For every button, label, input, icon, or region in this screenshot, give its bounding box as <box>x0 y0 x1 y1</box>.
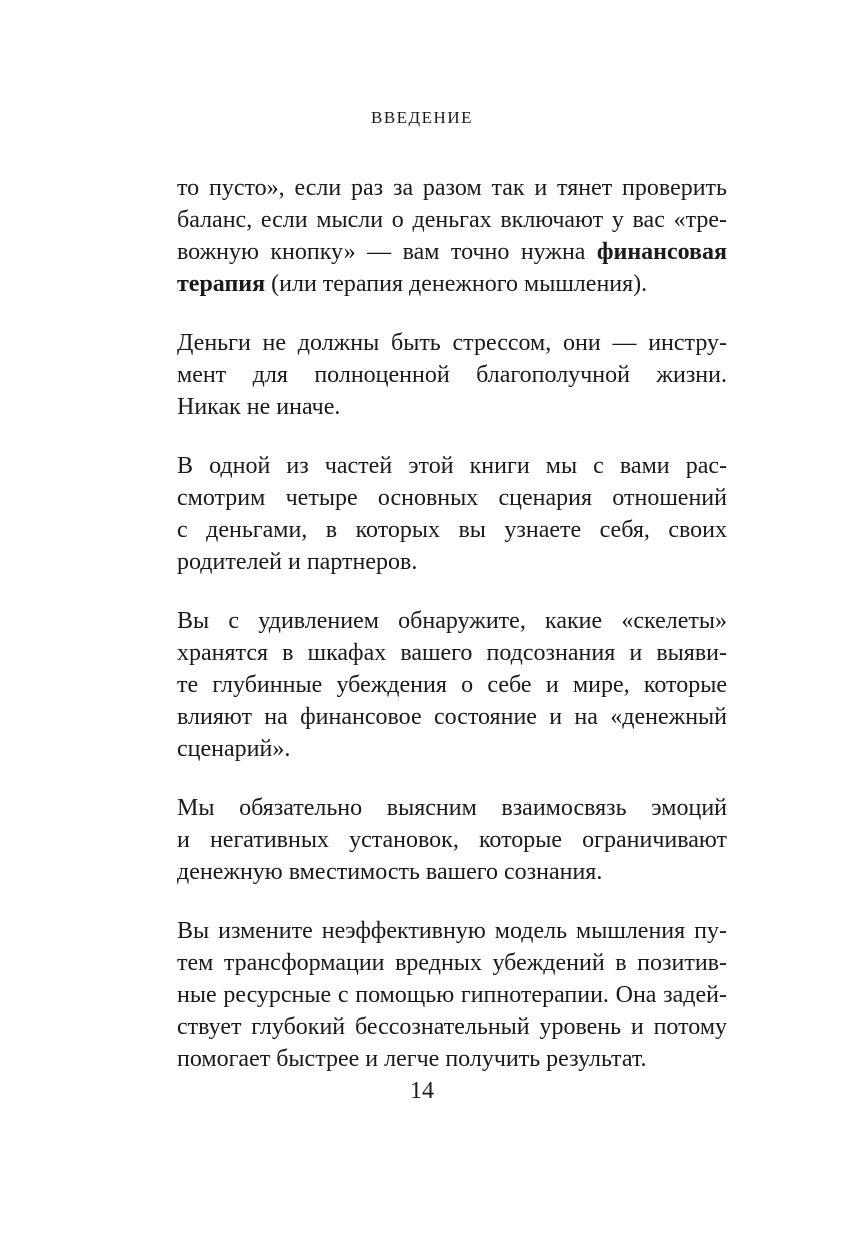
text-line: В одной из частей этой книги мы с вами рас- <box>177 453 727 479</box>
text-line: тем трансформации вредных убеждений в позитив- <box>177 950 727 976</box>
text-line: влияют на финансовое состояние и на «денежный <box>177 704 727 730</box>
page-number: 14 <box>410 1078 434 1104</box>
text-line: родителей и партнеров. <box>177 549 418 575</box>
text-line: помогает быстрее и легче получить результат. <box>177 1046 647 1072</box>
text-line: вожную кнопку» — вам точно нужна финансовая <box>177 239 727 265</box>
bold-term: финансовая <box>596 239 727 265</box>
paragraph <box>177 327 727 423</box>
text-line: терапия (или терапия денежного мышления). <box>177 271 648 297</box>
paragraph <box>177 915 727 1075</box>
text-line: баланс, если мысли о деньгах включают у вас «тре- <box>177 207 727 233</box>
text-line: ствует глубокий бессознательный уровень и потому <box>177 1014 727 1040</box>
text-line: хранятся в шкафах вашего подсознания и выяви- <box>177 640 727 666</box>
text-line: те глубинные убеждения о себе и мире, которые <box>177 672 727 698</box>
paragraph <box>177 792 727 888</box>
paragraph <box>177 450 727 578</box>
running-head: ВВЕДЕНИЕ <box>371 108 473 127</box>
text-line: и негативных установок, которые ограничивают <box>177 827 727 853</box>
text-line: смотрим четыре основных сценария отношений <box>177 485 727 511</box>
text-line: денежную вместимость вашего сознания. <box>177 859 603 885</box>
text-line: Никак не иначе. <box>177 394 341 420</box>
text-line: то пусто», если раз за разом так и тянет проверить <box>177 175 727 201</box>
text-line: с деньгами, в которых вы узнаете себя, своих <box>177 517 727 543</box>
text-line: Деньги не должны быть стрессом, они — инстру- <box>177 330 727 356</box>
text-line: сценарий». <box>177 736 291 762</box>
text-line: Мы обязательно выясним взаимосвязь эмоций <box>177 795 727 821</box>
text-line: Вы с удивлением обнаружите, какие «скелеты» <box>177 608 727 634</box>
paragraph <box>177 172 727 300</box>
paragraph <box>177 605 727 765</box>
text-line: ные ресурсные с помощью гипнотерапии. Она задей- <box>177 982 727 1008</box>
text-line: Вы измените неэффективную модель мышления пу- <box>177 918 727 944</box>
bold-term: терапия <box>177 271 266 297</box>
text-line: мент для полноценной благополучной жизни. <box>177 362 727 388</box>
body-text <box>177 172 727 1102</box>
